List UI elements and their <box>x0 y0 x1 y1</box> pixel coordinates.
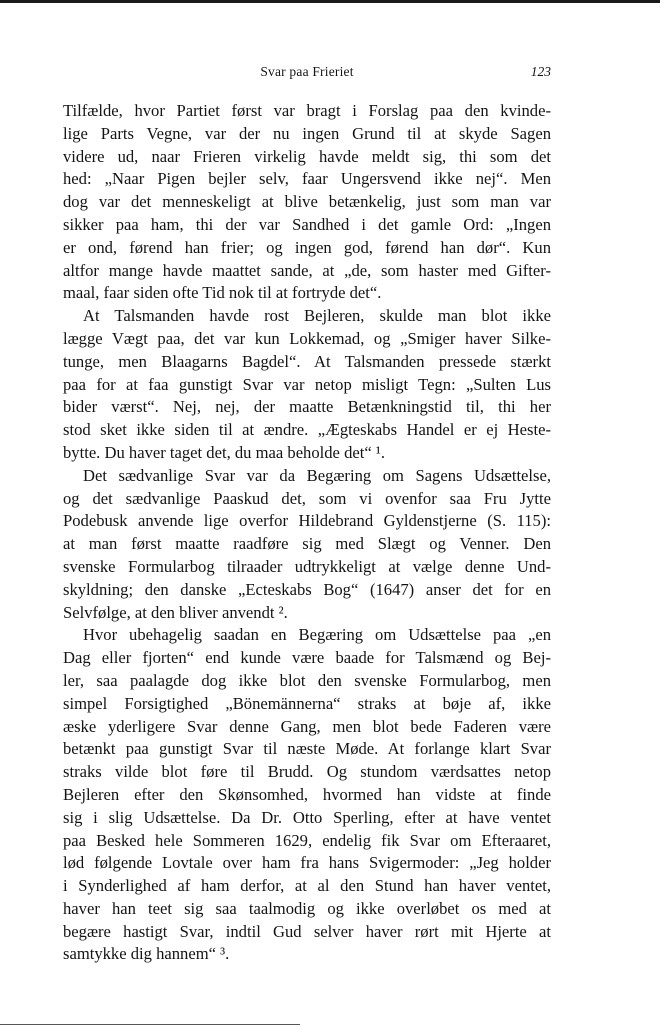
text-line: haver han teet sig saa taalmodig og ikke overløbet os med at <box>63 898 551 918</box>
text-line: æske yderligere Svar denne Gang, men blot bede Faderen være <box>63 716 551 736</box>
top-border-rule <box>0 0 660 3</box>
text-line: sig i slig Udsættelse. Da Dr. Otto Sperling, efter at have ventet <box>63 807 551 827</box>
text-line: begære hastigt Svar, indtil Gud selver haver rørt mit Hjerte at <box>63 921 551 941</box>
text-line: lød følgende Lovtale over ham fra hans Svigermoder: „Jeg holder <box>63 853 551 873</box>
body-text <box>63 100 551 966</box>
text-line: tunge, men Blaagarns Bagdel“. At Talsmanden pressede stærkt <box>63 351 551 371</box>
text-line: betænkt paa gunstigt Svar til næste Møde. At forlange klart Svar <box>63 739 551 759</box>
text-line: videre ud, naar Frieren virkelig havde meldt sig, thi som det <box>63 146 551 166</box>
text-line: maal, faar siden ofte Tid nok til at fortryde det“. <box>63 283 382 303</box>
text-line: samtykke dig hannem“ ³. <box>63 944 230 964</box>
paragraph-1 <box>63 100 551 305</box>
text-line: bytte. Du haver taget det, du maa beholde det“ ¹. <box>63 442 385 462</box>
text-line: bider værst“. Nej, nej, der maatte Betænkningstid til, thi her <box>63 397 551 417</box>
text-line: Podebusk anvende lige overfor Hildebrand Gyldenstjerne (S. 115): <box>63 511 551 531</box>
text-line: Bejleren efter den Skønsomhed, hvormed han vidste at finde <box>63 784 551 804</box>
running-header <box>63 64 551 84</box>
text-line: skyldning; den danske „Ecteskabs Bog“ (1647) anser det for en <box>63 579 551 599</box>
text-line: ler, saa paalagde dog ikke blot den svenske Formularbog, men <box>63 670 551 690</box>
text-line: hed: „Naar Pigen bejler selv, faar Ungersvend ikke nej“. Men <box>63 169 551 189</box>
text-line: paa for at faa gunstigt Svar var netop misligt Tegn: „Sulten Lus <box>63 374 551 394</box>
paragraph-2 <box>63 305 551 465</box>
text-line: Dag eller fjorten“ end kunde være baade for Talsmænd og Bej- <box>63 648 551 668</box>
text-line: er ond, førend han frier; og ingen god, førend han dør“. Kun <box>63 237 551 257</box>
text-line: simpel Forsigtighed „Bönemännerna“ straks at bøje af, ikke <box>63 693 551 713</box>
text-line: altfor mange havde maattet sande, at „de, som haster med Gifter- <box>63 260 551 280</box>
text-line: og det sædvanlige Paaskud det, som vi ovenfor saa Fru Jytte <box>63 488 551 508</box>
paragraph-3 <box>63 465 551 625</box>
text-line: Tilfælde, hvor Partiet først var bragt i Forslag paa den kvinde- <box>63 101 551 120</box>
text-line: svenske Formularbog tilraader udtrykkeligt at vælge denne Und- <box>63 556 551 576</box>
text-line: At Talsmanden havde rost Bejleren, skulde man blot ikke <box>83 306 551 326</box>
text-line: paa Besked hele Sommeren 1629, endelig fik Svar om Efteraaret, <box>63 830 551 850</box>
text-line: i Synderlighed af ham derfor, at al den Stund han haver ventet, <box>63 876 551 896</box>
text-line: lægge Vægt paa, det var kun Lokkemad, og „Smiger haver Silke- <box>63 328 551 348</box>
text-line: dog var det menneskeligt at blive betænkelig, just som man var <box>63 192 551 212</box>
text-line: at man først maatte raadføre sig med Slægt og Venner. Den <box>63 534 551 554</box>
paragraph-4 <box>63 624 551 966</box>
text-line: sikker paa ham, thi der var Sandhed i det gamle Ord: „Ingen <box>63 214 551 234</box>
text-line: straks vilde blot føre til Brudd. Og stundom værdsattes netop <box>63 762 551 782</box>
page-number: 123 <box>530 64 551 79</box>
text-line: Selvfølge, at den bliver anvendt ². <box>63 602 288 622</box>
running-title: Svar paa Frieriet <box>260 64 354 79</box>
text-line: Det sædvanlige Svar var da Begæring om Sagens Udsættelse, <box>83 465 551 485</box>
bottom-scan-rule <box>0 1024 300 1025</box>
text-line: lige Parts Vegne, var der nu ingen Grund til at skyde Sagen <box>63 123 551 143</box>
text-line: Hvor ubehagelig saadan en Begæring om Udsættelse paa „en <box>83 625 551 645</box>
text-line: stod sket ikke siden til at ændre. „Ægteskabs Handel er ej Heste- <box>63 420 551 440</box>
